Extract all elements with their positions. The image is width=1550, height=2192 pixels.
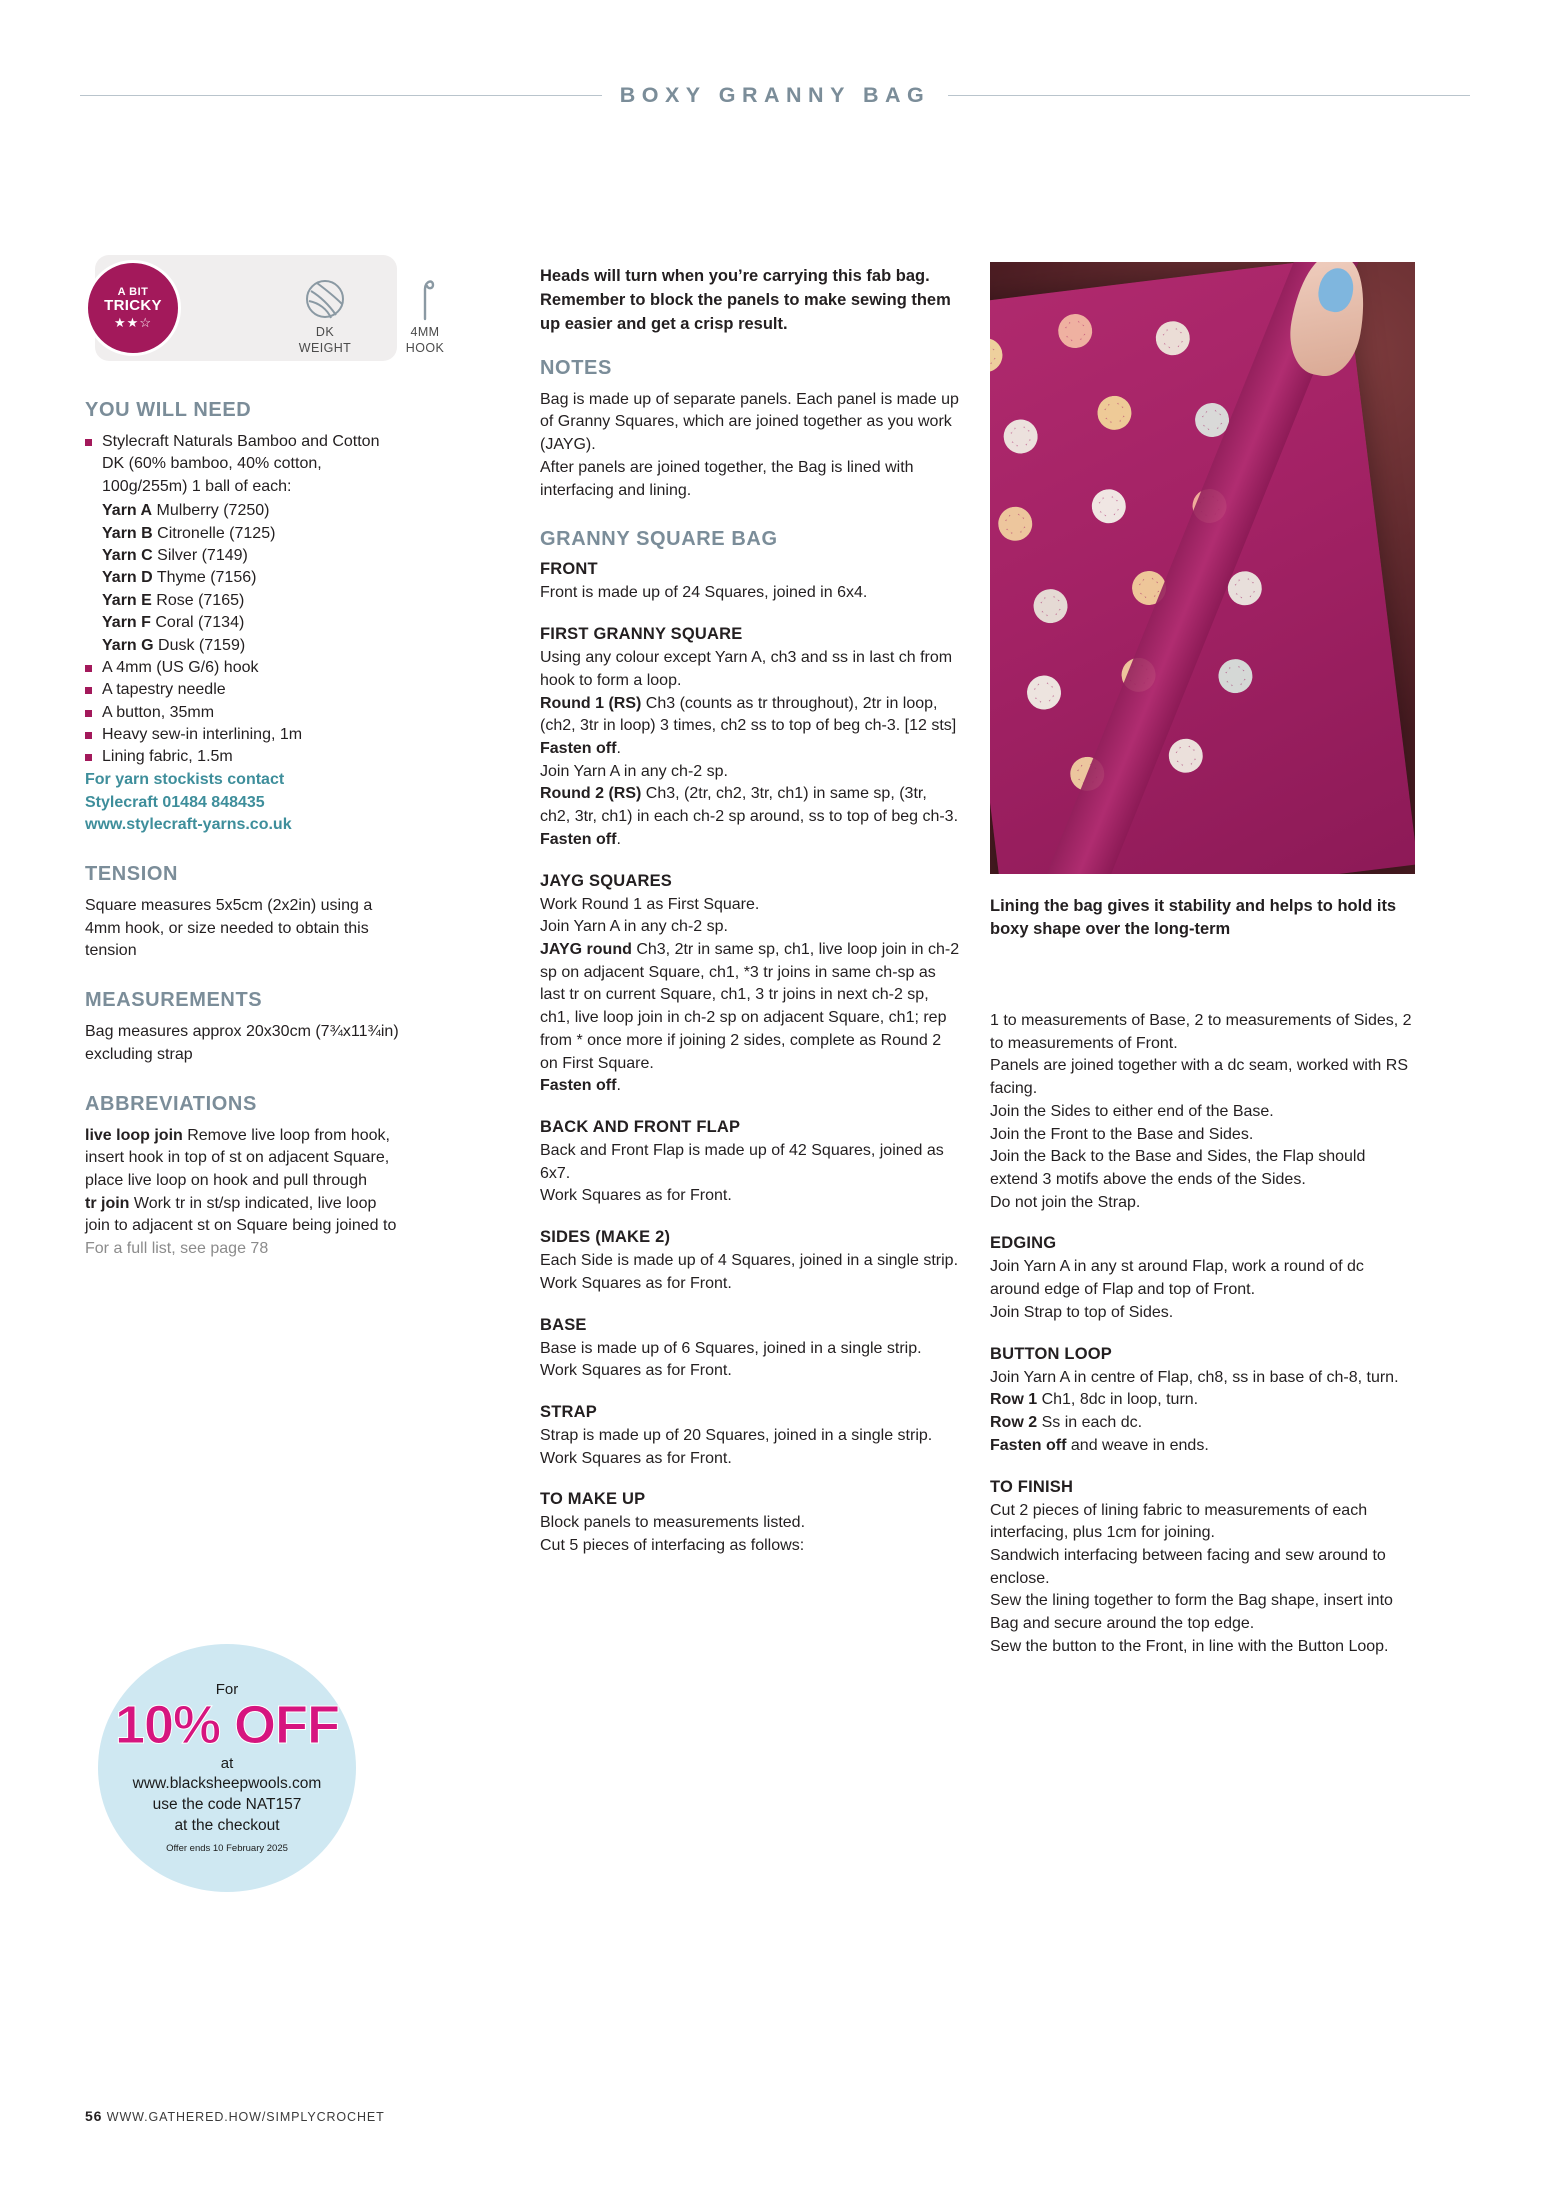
makeup-paragraph: Cut 5 pieces of interfacing as follows:	[540, 1537, 805, 1555]
finish-paragraph: Sandwich interfacing between facing and sew around to enclose.	[990, 1546, 1386, 1587]
sticker-discount: 10% OFF	[114, 1695, 340, 1756]
first-granny-square-heading: FIRST GRANNY SQUARE	[540, 625, 743, 644]
sides-heading: SIDES (MAKE 2)	[540, 1228, 671, 1247]
granny-motif	[1025, 674, 1063, 712]
list-item: Heavy sew-in interlining, 1m	[85, 724, 405, 746]
stockists-line-1: For yarn stockists contact	[85, 770, 285, 788]
page-title: BOXY GRANNY BAG	[619, 82, 931, 107]
granny-motif	[1090, 488, 1128, 526]
header-rule-left	[80, 95, 602, 96]
edging-heading: EDGING	[990, 1234, 1057, 1253]
jayg-paragraph: Work Round 1 as First Square.	[540, 895, 760, 913]
abbr-term: live loop join	[85, 1126, 183, 1144]
sticker-code: use the code NAT157	[152, 1796, 302, 1814]
base-paragraph: Base is made up of 6 Squares, joined in a single strip.	[540, 1339, 922, 1357]
yarn-weight-line-1: DK	[315, 325, 335, 339]
yarn-entry	[102, 545, 405, 567]
list-item: A 4mm (US G/6) hook	[85, 657, 405, 679]
column-left	[85, 255, 445, 1261]
finish-paragraph: Sew the button to the Front, in line with the Button Loop.	[990, 1637, 1389, 1655]
round-1-label: Round 1 (RS)	[540, 694, 642, 712]
measurements-heading: MEASUREMENTS	[85, 989, 263, 1012]
fasten-off-line	[540, 1075, 960, 1098]
round-2-label: Round 2 (RS)	[540, 785, 642, 803]
makeup-continued: 1 to measurements of Base, 2 to measurements of Sides, 2 to measurements of Front.	[990, 1012, 1412, 1052]
yarn-label: Yarn A	[102, 502, 153, 520]
row-1-label: Row 1	[990, 1391, 1038, 1409]
makeup-continued: Panels are joined together with a dc seam, worked with RS facing.	[990, 1057, 1408, 1098]
yarn-label: Yarn F	[102, 614, 151, 632]
notes-heading: NOTES	[540, 356, 612, 379]
yarn-name: Mulberry (7250)	[156, 502, 270, 520]
edging-paragraph: Join Strap to top of Sides.	[990, 1303, 1174, 1321]
fasten-off-line	[540, 829, 960, 852]
yarn-entry	[102, 523, 405, 545]
base-heading: BASE	[540, 1315, 587, 1334]
materials-list	[85, 431, 405, 769]
round-1-instruction	[540, 693, 960, 738]
fasten-off-period: .	[616, 739, 621, 757]
yarn-weight-badge	[285, 273, 365, 356]
fasten-off-label: Fasten off	[990, 1436, 1067, 1454]
difficulty-line-2: TRICKY	[104, 297, 162, 315]
abbreviations-heading: ABBREVIATIONS	[85, 1092, 257, 1115]
abbreviation-entry	[85, 1193, 405, 1238]
button-loop-paragraph: Join Yarn A in centre of Flap, ch8, ss in base of ch-8, turn.	[990, 1368, 1399, 1386]
page-number: 56	[85, 2108, 103, 2124]
row-1-text: Ch1, 8dc in loop, turn.	[1037, 1391, 1199, 1409]
list-item: Lining fabric, 1.5m	[85, 746, 405, 768]
sides-paragraph: Work Squares as for Front.	[540, 1274, 732, 1292]
discount-sticker	[98, 1644, 356, 1892]
hook-size-badge	[385, 273, 465, 356]
difficulty-badge-block	[85, 255, 445, 367]
edging-paragraph: Join Yarn A in any st around Flap, work a round of dc around edge of Flap and top of Front.	[990, 1258, 1364, 1299]
granny-motif	[1002, 418, 1040, 456]
difficulty-line-1: A BIT	[117, 285, 149, 298]
intro-paragraph: Heads will turn when you’re carrying this fab bag. Remember to block the panels to make sewing them up easier and get a crisp result.	[540, 267, 951, 333]
stockists-line-2: Stylecraft 01484 848435	[85, 793, 265, 811]
notes-paragraph: After panels are joined together, the Bag is lined with interfacing and lining.	[540, 458, 914, 499]
row-1-instruction	[990, 1389, 1415, 1412]
stockists-url[interactable]: www.stylecraft-yarns.co.uk	[85, 816, 292, 834]
finish-paragraph: Cut 2 pieces of lining fabric to measurements of each interfacing, plus 1cm for joining.	[990, 1501, 1368, 1542]
granny-motif	[995, 505, 1033, 543]
difficulty-badge	[85, 260, 181, 356]
back-flap-paragraph: Work Squares as for Front.	[540, 1187, 732, 1205]
abbreviations-footnote: For a full list, see page 78	[85, 1240, 269, 1258]
photo-caption: Lining the bag gives it stability and helps to hold its boxy shape over the long-term	[990, 897, 1397, 939]
difficulty-stars: ★★☆	[114, 314, 152, 330]
fasten-off-line	[540, 738, 960, 761]
round-2-text: Ch3, (2tr, ch2, 3tr, ch1) in same sp, (3tr, ch2, 3tr, ch1) in each ch-2 sp around, ss to top of beg ch-3.	[540, 785, 959, 826]
yarn-name: Silver (7149)	[157, 546, 248, 564]
sticker-at-label: at	[220, 1755, 234, 1773]
strap-paragraph: Work Squares as for Front.	[540, 1449, 732, 1467]
finish-paragraph: Sew the lining together to form the Bag shape, insert into Bag and secure around the top edge.	[990, 1592, 1393, 1633]
yarn-entry	[102, 567, 405, 589]
fasten-off-period: .	[616, 1077, 621, 1095]
yarn-name: Citronelle (7125)	[157, 524, 276, 542]
round-2-instruction	[540, 783, 960, 828]
jayg-round-label: JAYG round	[540, 940, 632, 958]
list-item: A tapestry needle	[85, 679, 405, 701]
project-photo	[990, 262, 1415, 874]
yarn-name: Thyme (7156)	[156, 569, 257, 587]
yarn-label: Yarn E	[102, 591, 152, 609]
crochet-hook-icon	[385, 273, 465, 321]
yarn-name: Coral (7134)	[155, 614, 245, 632]
sides-paragraph: Each Side is made up of 4 Squares, joined in a single strip.	[540, 1252, 959, 1270]
measurements-text: Bag measures approx 20x30cm (7¾x11¾in) excluding strap	[85, 1023, 399, 1063]
yarn-weight-line-2: WEIGHT	[298, 340, 352, 355]
yarn-ball-icon	[285, 273, 365, 321]
first-square-paragraph: Using any colour except Yarn A, ch3 and ss in last ch from hook to form a loop.	[540, 649, 953, 689]
sticker-checkout: at the checkout	[174, 1817, 280, 1835]
footer-website: WWW.GATHERED.HOW/SIMPLYCROCHET	[106, 2110, 385, 2124]
fasten-off-text: and weave in ends.	[1066, 1436, 1209, 1454]
granny-motif	[1031, 587, 1069, 625]
granny-motif	[1095, 394, 1133, 432]
column-right	[990, 1010, 1415, 1659]
to-finish-heading: TO FINISH	[990, 1477, 1074, 1496]
abbreviation-entry	[85, 1125, 405, 1193]
granny-motif	[1216, 657, 1254, 695]
granny-motif	[1056, 313, 1094, 351]
fasten-off-label: Fasten off	[540, 830, 617, 848]
you-will-need-heading: YOU WILL NEED	[85, 399, 252, 421]
yarn-label: Yarn B	[102, 524, 153, 542]
granny-square-bag-heading: GRANNY SQUARE BAG	[540, 528, 778, 551]
list-item: Stylecraft Naturals Bamboo and Cotton DK (60% bamboo, 40% cotton, 100g/255m) 1 ball of each:	[85, 431, 405, 498]
makeup-continued: Join the Sides to either end of the Base.	[990, 1102, 1274, 1120]
page-footer	[85, 2108, 385, 2124]
row-2-label: Row 2	[990, 1414, 1038, 1432]
page-header	[80, 78, 1470, 112]
strap-heading: STRAP	[540, 1403, 597, 1422]
back-front-flap-heading: BACK AND FRONT FLAP	[540, 1118, 741, 1137]
row-2-text: Ss in each dc.	[1037, 1414, 1143, 1432]
yarn-entry	[102, 635, 405, 657]
tension-text: Square measures 5x5cm (2x2in) using a 4mm hook, or size needed to obtain this tension	[85, 897, 373, 960]
front-heading: FRONT	[540, 560, 598, 579]
tension-heading: TENSION	[85, 863, 179, 886]
notes-paragraph: Bag is made up of separate panels. Each panel is made up of Granny Squares, which are joined together as you work (JAYG).	[540, 390, 959, 454]
makeup-continued: Do not join the Strap.	[990, 1193, 1141, 1211]
to-make-up-heading: TO MAKE UP	[540, 1490, 646, 1509]
yarn-label: Yarn D	[102, 569, 153, 587]
yarn-label: Yarn C	[102, 546, 153, 564]
yarn-entry	[102, 500, 405, 522]
row-2-instruction	[990, 1412, 1415, 1435]
jayg-round-instruction	[540, 939, 960, 1075]
jayg-paragraph: Join Yarn A in any ch-2 sp.	[540, 918, 728, 936]
abbr-term: tr join	[85, 1194, 130, 1212]
list-item: A button, 35mm	[85, 702, 405, 724]
granny-motif	[1167, 737, 1205, 775]
abbr-def: Remove live loop from hook, insert hook in top of st on adjacent Square, place live loop on hook and pull through	[85, 1126, 390, 1190]
header-rule-right	[948, 95, 1470, 96]
makeup-continued: Join the Back to the Base and Sides, the Flap should extend 3 motifs above the ends of the Sides.	[990, 1148, 1366, 1189]
column-middle	[540, 265, 960, 1558]
sticker-for-label: For	[215, 1680, 239, 1698]
sticker-url[interactable]: www.blacksheepwools.com	[132, 1775, 322, 1793]
strap-paragraph: Strap is made up of 20 Squares, joined in a single strip.	[540, 1427, 933, 1445]
makeup-continued: Join the Front to the Base and Sides.	[990, 1125, 1254, 1143]
back-flap-paragraph: Back and Front Flap is made up of 42 Squares, joined as 6x7.	[540, 1142, 944, 1182]
fasten-off-label: Fasten off	[540, 739, 617, 757]
yarn-entry	[102, 590, 405, 612]
jayg-squares-heading: JAYG SQUARES	[540, 871, 672, 890]
fasten-off-weave-line	[990, 1435, 1415, 1458]
sticker-expiry: Offer ends 10 February 2025	[166, 1843, 288, 1855]
yarn-label: Yarn G	[102, 636, 154, 654]
makeup-paragraph: Block panels to measurements listed.	[540, 1514, 806, 1532]
base-paragraph: Work Squares as for Front.	[540, 1362, 732, 1380]
round-1-text: Ch3 (counts as tr throughout), 2tr in loop, (ch2, 3tr in loop) 3 times, ch2 ss to top of beg ch-3. [12 sts]	[540, 694, 957, 735]
yarn-name: Rose (7165)	[156, 591, 245, 609]
hook-size-line-1: 4MM	[410, 325, 440, 339]
abbr-def: Work tr in st/sp indicated, live loop join to adjacent st on Square being joined to	[85, 1194, 397, 1235]
hook-size-line-2: HOOK	[405, 340, 445, 355]
yarn-entry	[102, 612, 405, 634]
button-loop-heading: BUTTON LOOP	[990, 1344, 1112, 1363]
yarn-name: Dusk (7159)	[158, 636, 246, 654]
fasten-off-period: .	[616, 830, 621, 848]
yarn-list	[85, 500, 405, 657]
front-text: Front is made up of 24 Squares, joined in 6x4.	[540, 584, 868, 602]
join-yarn-a-line: Join Yarn A in any ch-2 sp.	[540, 762, 728, 780]
granny-motif	[1153, 319, 1191, 357]
jayg-round-text: Ch3, 2tr in same sp, ch1, live loop join in ch-2 sp on adjacent Square, ch1, *3 tr joins in same ch-sp as last tr on current Square, ch1, 3 tr joins in next ch-2 sp, ch1, live loop join in ch-2 sp on adjacent Square, ch1; rep from * once more if joining 2 sides, complete as Round 2 on First Square.	[540, 940, 960, 1072]
granny-motif	[990, 336, 1004, 374]
fasten-off-label: Fasten off	[540, 1077, 617, 1095]
